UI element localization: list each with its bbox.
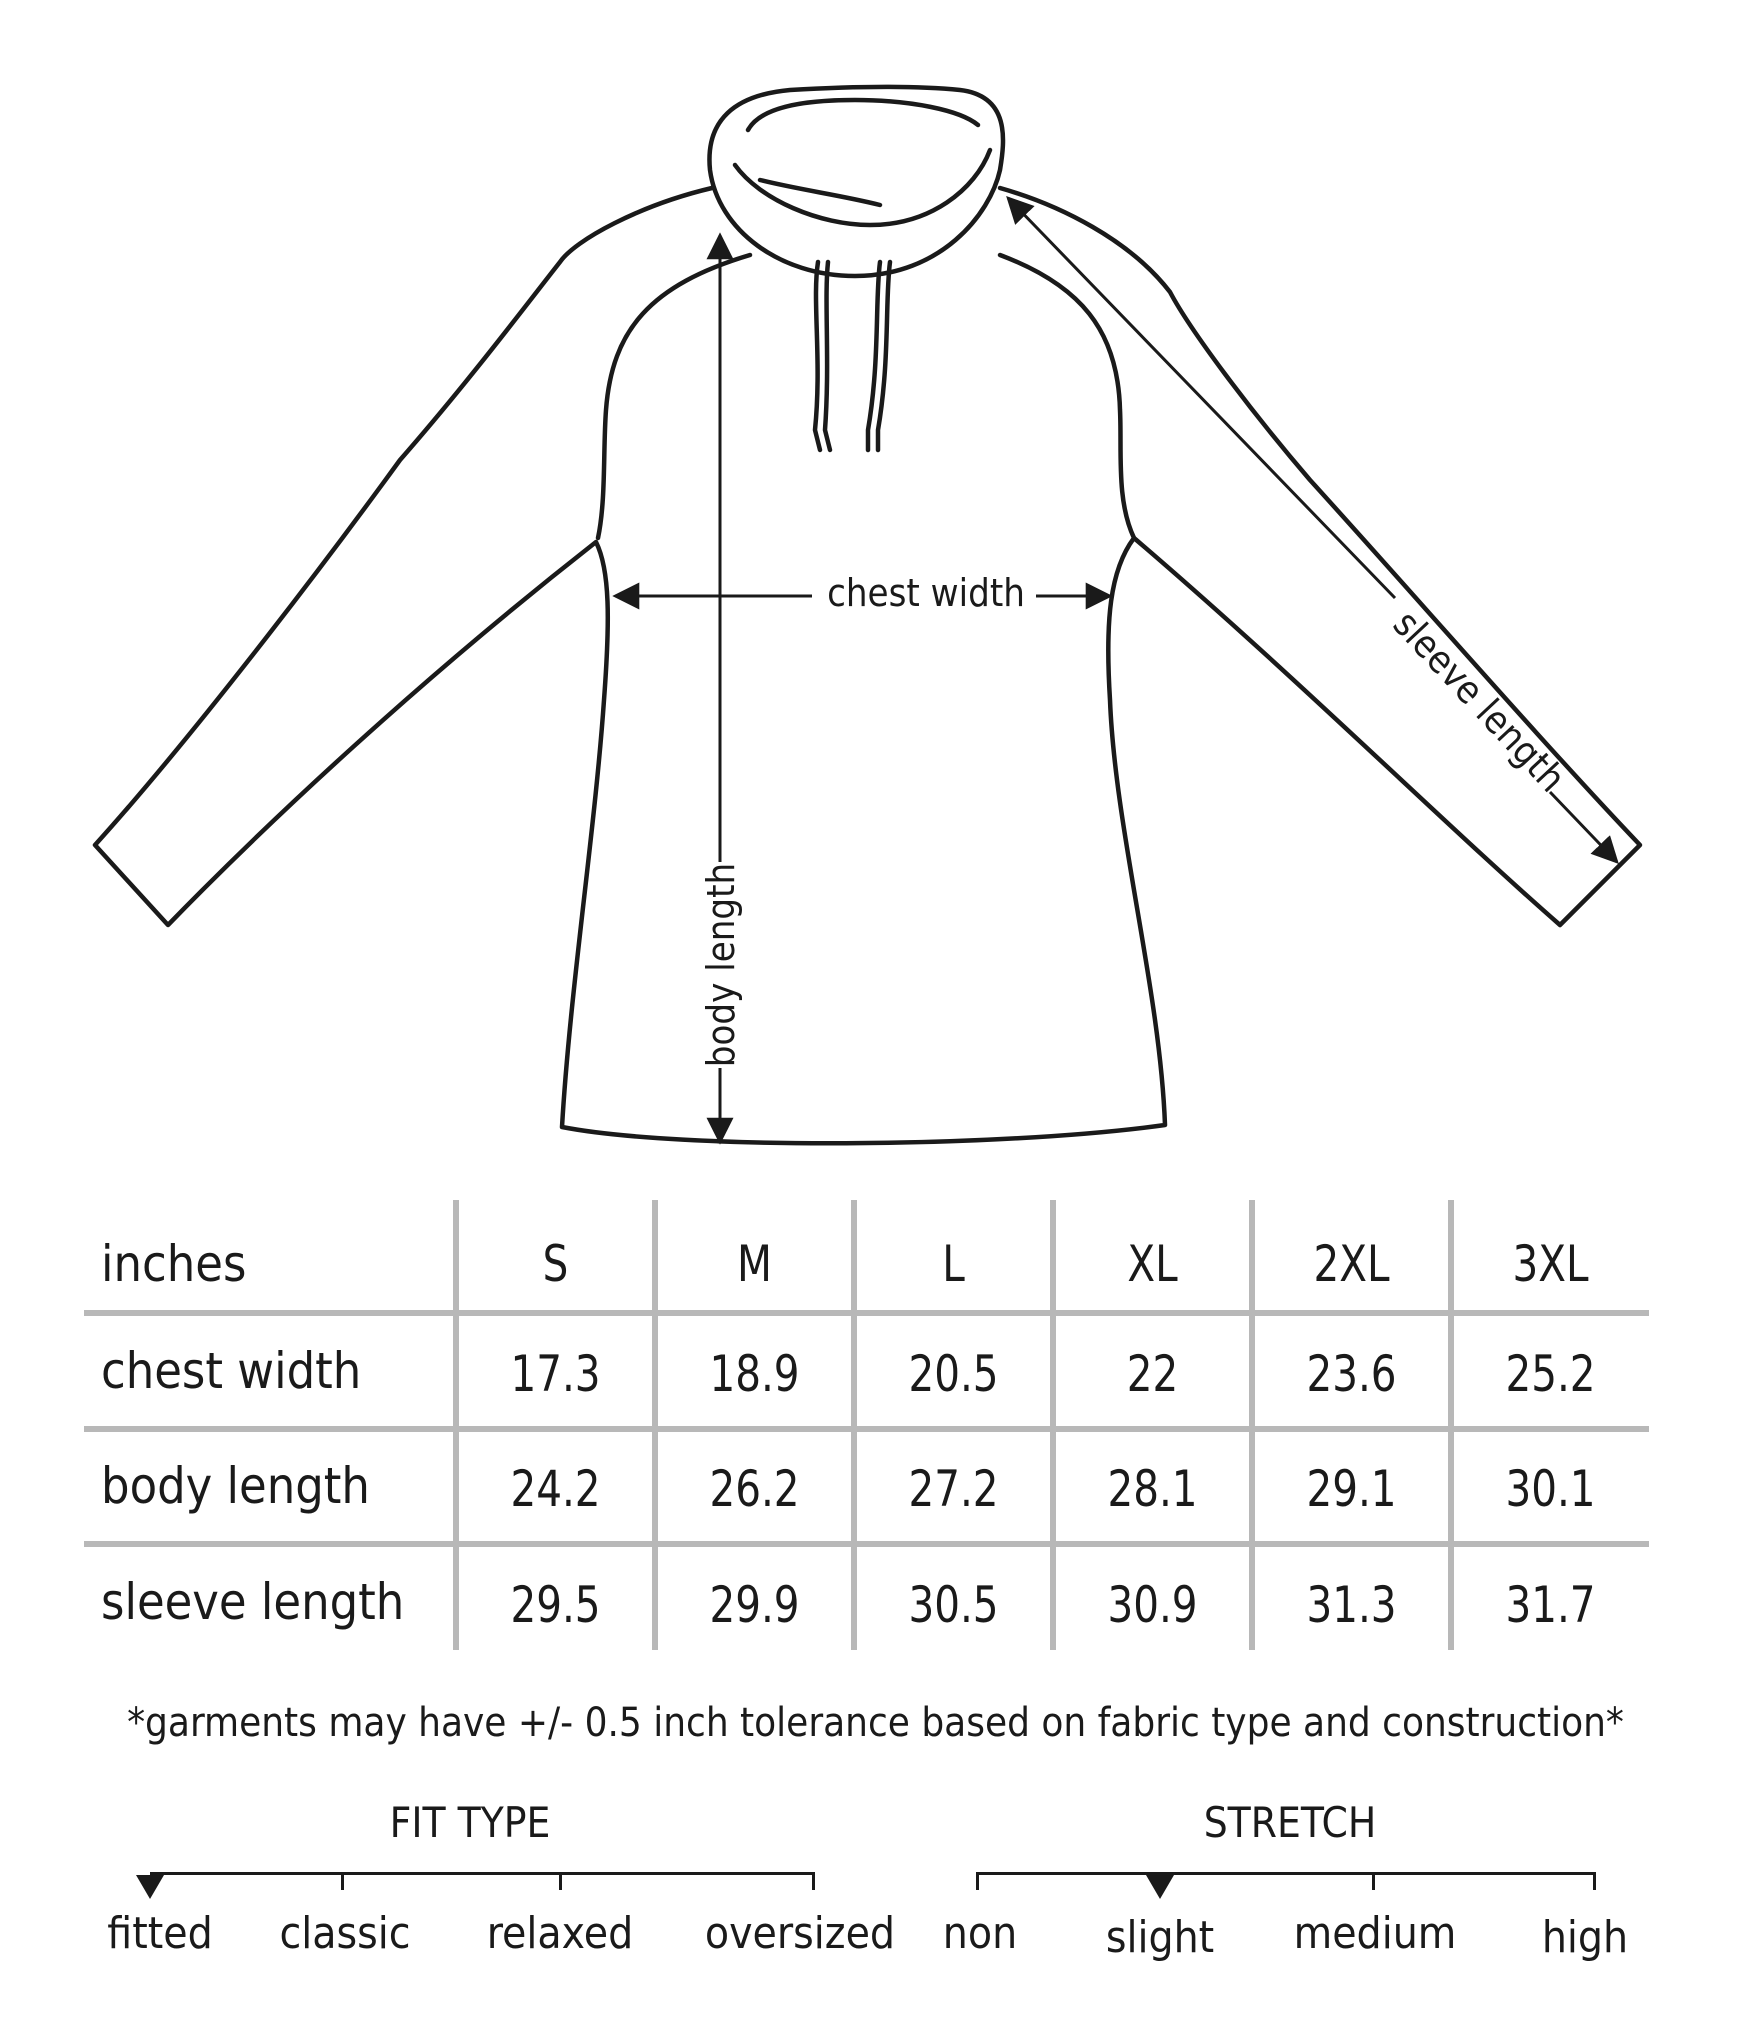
stretch-tick: [976, 1872, 979, 1890]
table-cell: 18.9: [709, 1345, 800, 1403]
fit-type-option-classic: classic: [279, 1908, 411, 1959]
size-header-2xl: 2XL: [1313, 1235, 1390, 1293]
fit-type-title: FIT TYPE: [389, 1798, 551, 1847]
table-cell: 24.2: [510, 1460, 601, 1518]
table-cell: 29.5: [510, 1576, 601, 1634]
chest-width-label: chest width: [827, 571, 1025, 615]
size-header-xl: XL: [1127, 1235, 1178, 1293]
size-header-l: L: [942, 1235, 965, 1293]
table-cell: 29.9: [709, 1576, 800, 1634]
table-cell: 30.1: [1505, 1460, 1596, 1518]
row-divider: [84, 1541, 1649, 1547]
stretch-pointer-icon: [1146, 1875, 1174, 1899]
row-divider: [84, 1426, 1649, 1432]
table-cell: 17.3: [510, 1345, 601, 1403]
stretch-tick: [1372, 1872, 1375, 1890]
column-divider: [1448, 1200, 1454, 1650]
tolerance-note: *garments may have +/- 0.5 inch tolerance based on fabric type and construction*: [127, 1700, 1624, 1746]
fit-type-tick: [812, 1872, 815, 1890]
table-cell: 30.9: [1107, 1576, 1198, 1634]
fit-type-option-oversized: oversized: [704, 1908, 896, 1959]
size-table: [0, 1190, 1751, 1665]
table-cell: 31.7: [1505, 1576, 1596, 1634]
sleeve-length-label: sleeve length: [1384, 601, 1575, 801]
fit-type-pointer-icon: [136, 1875, 164, 1899]
column-divider: [453, 1200, 459, 1650]
table-cell: 23.6: [1306, 1345, 1397, 1403]
table-cell: 22: [1126, 1345, 1179, 1403]
body-length-label: body length: [699, 862, 743, 1068]
row-label-sleeve-length: sleeve length: [101, 1573, 405, 1631]
drawstring-left: [815, 262, 820, 450]
row-label-chest-width: chest width: [101, 1342, 362, 1400]
column-divider: [851, 1200, 857, 1650]
row-divider: [84, 1310, 1649, 1316]
stretch-option-medium: medium: [1293, 1908, 1457, 1959]
fit-type-tick: [341, 1872, 344, 1890]
column-divider: [652, 1200, 658, 1650]
stretch-option-slight: slight: [1105, 1912, 1215, 1963]
table-cell: 28.1: [1107, 1460, 1198, 1518]
stretch-baseline: [976, 1872, 1596, 1875]
row-label-body-length: body length: [101, 1457, 370, 1515]
stretch-option-non: non: [942, 1908, 1018, 1959]
column-divider: [1050, 1200, 1056, 1650]
table-cell: 31.3: [1306, 1576, 1397, 1634]
sleeve-length-arrow-top: [1008, 198, 1395, 598]
fit-type-baseline: [150, 1872, 814, 1875]
garment-outline: [95, 188, 1640, 1143]
table-cell: 27.2: [908, 1460, 999, 1518]
table-cell: 30.5: [908, 1576, 999, 1634]
size-header-s: S: [542, 1235, 569, 1293]
fit-type-option-relaxed: relaxed: [486, 1908, 634, 1959]
table-cell: 25.2: [1505, 1345, 1596, 1403]
size-header-m: M: [737, 1235, 772, 1293]
stretch-tick: [1593, 1872, 1596, 1890]
table-cell: 29.1: [1306, 1460, 1397, 1518]
unit-label: inches: [101, 1235, 247, 1293]
stretch-option-high: high: [1541, 1912, 1629, 1963]
fit-type-tick: [559, 1872, 562, 1890]
table-cell: 20.5: [908, 1345, 999, 1403]
size-header-3xl: 3XL: [1512, 1235, 1589, 1293]
column-divider: [1249, 1200, 1255, 1650]
stretch-title: STRETCH: [1203, 1798, 1377, 1847]
fit-type-option-fitted: fitted: [107, 1908, 213, 1959]
sleeve-length-arrow-bottom: [1550, 792, 1617, 862]
table-cell: 26.2: [709, 1460, 800, 1518]
